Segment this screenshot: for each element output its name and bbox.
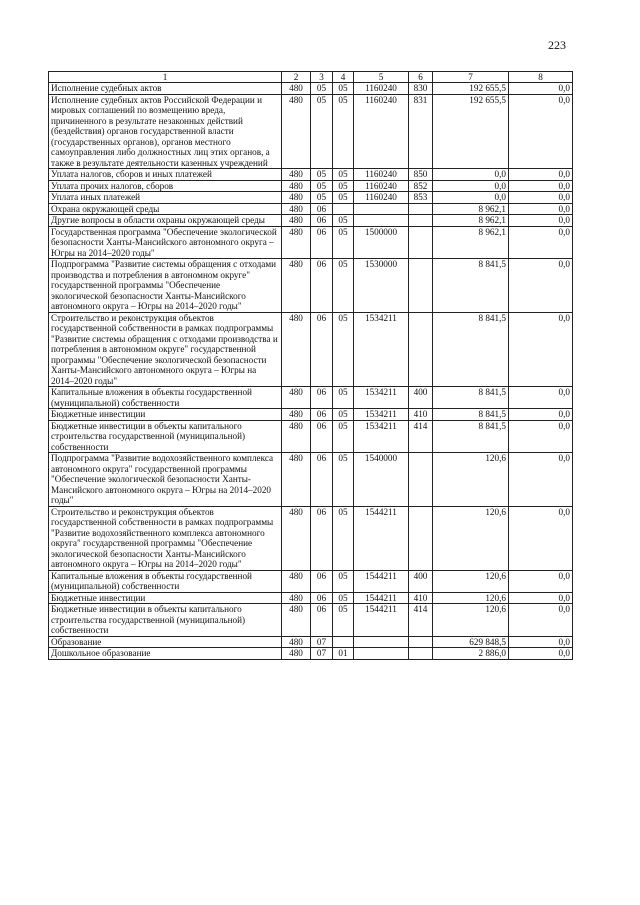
- table-row: [49, 94, 573, 169]
- amount-extra-cell: 0,0: [509, 409, 573, 421]
- header-row: [49, 72, 573, 83]
- amount-extra-cell: 0,0: [509, 226, 573, 259]
- target-article-cell: [354, 215, 409, 227]
- row-name-cell: Строительство и реконструкция объектов государственной собственности в рамках подпрограммы "Развитие системы обращения с отходами производства и потребления в автономном округе" государственной программы "Обеспечение экологической безопасности Ханты-Мансийского автономного округа – Югры на 2014–2020 годы": [49, 312, 282, 387]
- expense-type-cell: [409, 203, 433, 215]
- section-cell: 05: [311, 169, 333, 181]
- code-cell: 480: [282, 203, 311, 215]
- subsection-cell: 05: [333, 180, 354, 192]
- section-cell: 05: [311, 192, 333, 204]
- amount-cell: 192 655,5: [433, 83, 509, 95]
- section-cell: 06: [311, 506, 333, 570]
- code-cell: 480: [282, 453, 311, 507]
- table-row: [49, 420, 573, 453]
- subsection-cell: 05: [333, 83, 354, 95]
- code-cell: 480: [282, 169, 311, 181]
- expense-type-cell: 400: [409, 570, 433, 592]
- section-cell: 06: [311, 259, 333, 313]
- table-row: [49, 83, 573, 95]
- expense-type-cell: 852: [409, 180, 433, 192]
- row-name-cell: Капитальные вложения в объекты государственной (муниципальной) собственности: [49, 387, 282, 409]
- amount-cell: 629 848,5: [433, 636, 509, 648]
- subsection-cell: 05: [333, 226, 354, 259]
- expense-type-cell: [409, 453, 433, 507]
- code-cell: 480: [282, 648, 311, 660]
- table-row: [49, 604, 573, 637]
- subsection-cell: [333, 636, 354, 648]
- amount-cell: 120,6: [433, 604, 509, 637]
- section-cell: 05: [311, 180, 333, 192]
- header-cell: 8: [509, 72, 573, 83]
- row-name-cell: Дошкольное образование: [49, 648, 282, 660]
- row-name-cell: Образование: [49, 636, 282, 648]
- code-cell: 480: [282, 506, 311, 570]
- header-cell: 5: [354, 72, 409, 83]
- header-cell: 6: [409, 72, 433, 83]
- subsection-cell: 05: [333, 259, 354, 313]
- expense-type-cell: [409, 648, 433, 660]
- section-cell: 05: [311, 94, 333, 169]
- amount-extra-cell: 0,0: [509, 387, 573, 409]
- row-name-cell: Бюджетные инвестиции: [49, 409, 282, 421]
- budget-table: [48, 71, 573, 660]
- amount-extra-cell: 0,0: [509, 94, 573, 169]
- table-row: [49, 453, 573, 507]
- row-name-cell: Уплата иных платежей: [49, 192, 282, 204]
- code-cell: 480: [282, 180, 311, 192]
- amount-cell: 8 962,1: [433, 226, 509, 259]
- section-cell: 07: [311, 648, 333, 660]
- section-cell: 06: [311, 312, 333, 387]
- row-name-cell: Охрана окружающей среды: [49, 203, 282, 215]
- code-cell: 480: [282, 83, 311, 95]
- table-row: [49, 506, 573, 570]
- amount-extra-cell: 0,0: [509, 420, 573, 453]
- amount-extra-cell: 0,0: [509, 83, 573, 95]
- table-row: [49, 312, 573, 387]
- amount-cell: 120,6: [433, 453, 509, 507]
- row-name-cell: Исполнение судебных актов: [49, 83, 282, 95]
- header-cell: 3: [311, 72, 333, 83]
- header-cell: 2: [282, 72, 311, 83]
- table-row: [49, 648, 573, 660]
- subsection-cell: 05: [333, 192, 354, 204]
- amount-cell: 0,0: [433, 180, 509, 192]
- target-article-cell: 1544211: [354, 604, 409, 637]
- expense-type-cell: 400: [409, 387, 433, 409]
- target-article-cell: 1544211: [354, 592, 409, 604]
- subsection-cell: 05: [333, 409, 354, 421]
- target-article-cell: 1160240: [354, 94, 409, 169]
- target-article-cell: 1534211: [354, 420, 409, 453]
- row-name-cell: Исполнение судебных актов Российской Федерации и мировых соглашений по возмещению вреда, причиненного в результате незаконных действий (бездействия) органов государственной власти (государственных органов), органов местного самоуправления либо должностных лиц этих органов, а также в результате деятельности казенных учреждений: [49, 94, 282, 169]
- target-article-cell: 1160240: [354, 83, 409, 95]
- target-article-cell: 1160240: [354, 192, 409, 204]
- expense-type-cell: 853: [409, 192, 433, 204]
- code-cell: 480: [282, 215, 311, 227]
- table-row: [49, 215, 573, 227]
- amount-cell: 8 841,5: [433, 387, 509, 409]
- amount-extra-cell: 0,0: [509, 592, 573, 604]
- amount-cell: 192 655,5: [433, 94, 509, 169]
- code-cell: 480: [282, 604, 311, 637]
- subsection-cell: 05: [333, 312, 354, 387]
- amount-extra-cell: 0,0: [509, 636, 573, 648]
- amount-cell: 8 962,1: [433, 215, 509, 227]
- row-name-cell: Бюджетные инвестиции: [49, 592, 282, 604]
- expense-type-cell: [409, 226, 433, 259]
- table-row: [49, 592, 573, 604]
- table-row: [49, 409, 573, 421]
- amount-cell: 8 841,5: [433, 259, 509, 313]
- target-article-cell: 1160240: [354, 180, 409, 192]
- row-name-cell: Капитальные вложения в объекты государственной (муниципальной) собственности: [49, 570, 282, 592]
- subsection-cell: 05: [333, 169, 354, 181]
- amount-cell: 2 886,0: [433, 648, 509, 660]
- table-row: [49, 259, 573, 313]
- expense-type-cell: [409, 312, 433, 387]
- table-row: [49, 636, 573, 648]
- table-row: [49, 570, 573, 592]
- expense-type-cell: 830: [409, 83, 433, 95]
- amount-cell: 8 841,5: [433, 312, 509, 387]
- subsection-cell: 05: [333, 387, 354, 409]
- target-article-cell: 1544211: [354, 570, 409, 592]
- target-article-cell: 1544211: [354, 506, 409, 570]
- table-row: [49, 203, 573, 215]
- amount-cell: 0,0: [433, 192, 509, 204]
- subsection-cell: 05: [333, 604, 354, 637]
- subsection-cell: 05: [333, 420, 354, 453]
- target-article-cell: 1500000: [354, 226, 409, 259]
- amount-extra-cell: 0,0: [509, 169, 573, 181]
- subsection-cell: 05: [333, 94, 354, 169]
- header-cell: 4: [333, 72, 354, 83]
- expense-type-cell: [409, 259, 433, 313]
- amount-extra-cell: 0,0: [509, 648, 573, 660]
- section-cell: 06: [311, 203, 333, 215]
- code-cell: 480: [282, 226, 311, 259]
- section-cell: 06: [311, 570, 333, 592]
- row-name-cell: Подпрограмма "Развитие водохозяйственного комплекса автономного округа" государственной программы "Обеспечение экологической безопасности Ханты-Мансийского автономного округа – Югры на 2014–2020 годы": [49, 453, 282, 507]
- row-name-cell: Строительство и реконструкция объектов государственной собственности в рамках подпрограммы "Развитие водохозяйственного комплекса автономного округа" государственной программы "Обеспечение экологической безопасности Ханты-Мансийского автономного округа – Югры на 2014–2020 годы": [49, 506, 282, 570]
- expense-type-cell: 414: [409, 420, 433, 453]
- section-cell: 06: [311, 387, 333, 409]
- amount-cell: 8 841,5: [433, 409, 509, 421]
- subsection-cell: 05: [333, 506, 354, 570]
- amount-extra-cell: 0,0: [509, 192, 573, 204]
- amount-cell: 120,6: [433, 570, 509, 592]
- target-article-cell: 1540000: [354, 453, 409, 507]
- expense-type-cell: [409, 215, 433, 227]
- code-cell: 480: [282, 387, 311, 409]
- expense-type-cell: [409, 506, 433, 570]
- subsection-cell: 05: [333, 453, 354, 507]
- section-cell: 06: [311, 592, 333, 604]
- subsection-cell: 01: [333, 648, 354, 660]
- code-cell: 480: [282, 592, 311, 604]
- expense-type-cell: 414: [409, 604, 433, 637]
- amount-extra-cell: 0,0: [509, 203, 573, 215]
- code-cell: 480: [282, 312, 311, 387]
- header-cell: 7: [433, 72, 509, 83]
- section-cell: 06: [311, 420, 333, 453]
- section-cell: 05: [311, 83, 333, 95]
- section-cell: 06: [311, 453, 333, 507]
- row-name-cell: Уплата налогов, сборов и иных платежей: [49, 169, 282, 181]
- subsection-cell: 05: [333, 570, 354, 592]
- amount-extra-cell: 0,0: [509, 259, 573, 313]
- amount-cell: 120,6: [433, 592, 509, 604]
- code-cell: 480: [282, 409, 311, 421]
- table-row: [49, 169, 573, 181]
- target-article-cell: 1530000: [354, 259, 409, 313]
- table-row: [49, 180, 573, 192]
- expense-type-cell: [409, 636, 433, 648]
- code-cell: 480: [282, 420, 311, 453]
- amount-cell: 0,0: [433, 169, 509, 181]
- header-cell: 1: [49, 72, 282, 83]
- row-name-cell: Бюджетные инвестиции в объекты капитального строительства государственной (муниципальной) собственности: [49, 420, 282, 453]
- section-cell: 06: [311, 226, 333, 259]
- code-cell: 480: [282, 636, 311, 648]
- target-article-cell: [354, 203, 409, 215]
- section-cell: 07: [311, 636, 333, 648]
- amount-extra-cell: 0,0: [509, 506, 573, 570]
- target-article-cell: 1534211: [354, 312, 409, 387]
- row-name-cell: Бюджетные инвестиции в объекты капитального строительства государственной (муниципальной) собственности: [49, 604, 282, 637]
- section-cell: 06: [311, 604, 333, 637]
- table-row: [49, 226, 573, 259]
- target-article-cell: [354, 636, 409, 648]
- amount-extra-cell: 0,0: [509, 180, 573, 192]
- expense-type-cell: 410: [409, 592, 433, 604]
- amount-extra-cell: 0,0: [509, 570, 573, 592]
- amount-extra-cell: 0,0: [509, 215, 573, 227]
- row-name-cell: Уплата прочих налогов, сборов: [49, 180, 282, 192]
- amount-extra-cell: 0,0: [509, 312, 573, 387]
- section-cell: 06: [311, 215, 333, 227]
- code-cell: 480: [282, 259, 311, 313]
- code-cell: 480: [282, 570, 311, 592]
- target-article-cell: [354, 648, 409, 660]
- table-row: [49, 387, 573, 409]
- amount-cell: 8 962,1: [433, 203, 509, 215]
- code-cell: 480: [282, 94, 311, 169]
- subsection-cell: 05: [333, 215, 354, 227]
- amount-extra-cell: 0,0: [509, 604, 573, 637]
- amount-cell: 8 841,5: [433, 420, 509, 453]
- target-article-cell: 1160240: [354, 169, 409, 181]
- table-row: [49, 192, 573, 204]
- row-name-cell: Государственная программа "Обеспечение экологической безопасности Ханты-Мансийского автономного округа – Югры на 2014–2020 годы": [49, 226, 282, 259]
- row-name-cell: Другие вопросы в области охраны окружающей среды: [49, 215, 282, 227]
- subsection-cell: 05: [333, 592, 354, 604]
- amount-cell: 120,6: [433, 506, 509, 570]
- page-number: 223: [548, 38, 566, 52]
- amount-extra-cell: 0,0: [509, 453, 573, 507]
- expense-type-cell: 831: [409, 94, 433, 169]
- subsection-cell: [333, 203, 354, 215]
- row-name-cell: Подпрограмма "Развитие системы обращения с отходами производства и потребления в автономном округе" государственной программы "Обеспечение экологической безопасности Ханты-Мансийского автономного округа – Югры на 2014–2020 годы": [49, 259, 282, 313]
- code-cell: 480: [282, 192, 311, 204]
- expense-type-cell: 850: [409, 169, 433, 181]
- target-article-cell: 1534211: [354, 387, 409, 409]
- expense-type-cell: 410: [409, 409, 433, 421]
- section-cell: 06: [311, 409, 333, 421]
- target-article-cell: 1534211: [354, 409, 409, 421]
